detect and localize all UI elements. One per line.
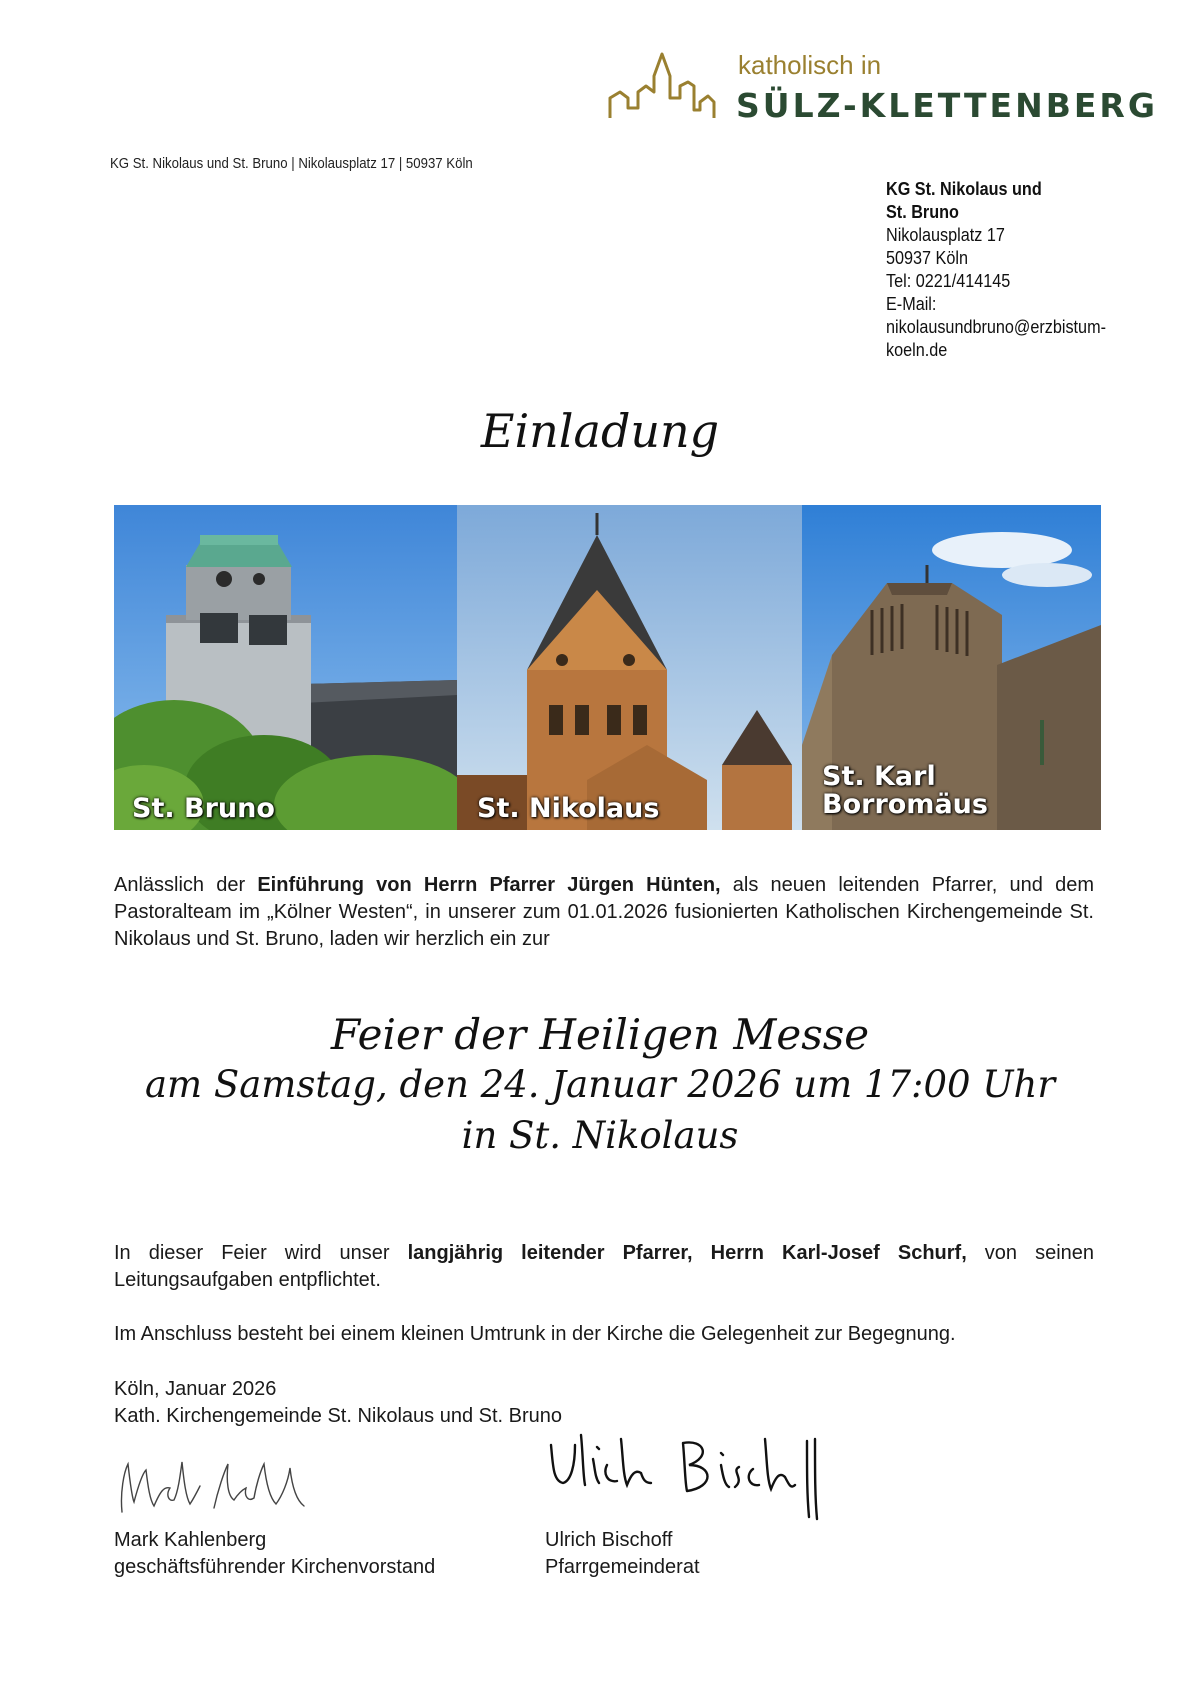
signatory-2-role: Pfarrgemeinderat xyxy=(545,1556,700,1578)
address-name-line2: St. Bruno xyxy=(886,202,959,222)
handwritten-signature-kahlenberg xyxy=(114,1442,314,1522)
church-photo-strip xyxy=(114,505,1101,830)
address-phone: Tel: 0221/414145 xyxy=(886,271,1011,291)
church-skyline-icon xyxy=(608,46,728,126)
dismissal-text-after: von seinen Leitungsaufgaben entpflichtet. xyxy=(114,1242,1095,1291)
logo-line-1: katholisch in xyxy=(738,50,882,80)
sender-return-address: KG St. Nikolaus und St. Bruno | Nikolausplatz 17 | 50937 Köln xyxy=(110,155,473,172)
photo-st-karl-borromaeus xyxy=(802,505,1101,830)
dismissal-text-bold: langjährig leitender Pfarrer, Herrn Karl-Josef Schurf, xyxy=(407,1242,967,1264)
signatory-1-role: geschäftsführender Kirchenvorstand xyxy=(114,1556,436,1578)
dismissal-paragraph xyxy=(114,1240,1094,1294)
address-name-line1: KG St. Nikolaus und xyxy=(886,179,1042,199)
intro-text-before: Anlässlich der xyxy=(114,874,258,896)
handwritten-signature-bischoff xyxy=(545,1425,825,1525)
st-nikolaus-church-image xyxy=(457,505,802,830)
photo-label-st-nikolaus: St. Nikolaus xyxy=(477,793,660,824)
address-street: Nikolausplatz 17 xyxy=(886,225,1005,245)
signatory-2-name: Ulrich Bischoff xyxy=(545,1529,673,1551)
dismissal-text-before: In dieser Feier wird unser xyxy=(114,1242,408,1264)
signature-bischoff xyxy=(545,1425,825,1525)
photo-label-st-bruno: St. Bruno xyxy=(132,793,275,824)
signatory-1-name: Mark Kahlenberg xyxy=(114,1529,267,1551)
closing-place-date: Köln, Januar 2026 xyxy=(114,1378,277,1400)
address-email-line2: koeln.de xyxy=(886,340,948,360)
intro-paragraph xyxy=(114,872,1094,953)
page-title: Einladung xyxy=(480,404,720,458)
intro-text-bold: Einführung von Herrn Pfarrer Jürgen Hünten, xyxy=(257,874,721,896)
event-location: in St. Nikolaus xyxy=(461,1114,739,1157)
address-email-line1: nikolausundbruno@erzbistum- xyxy=(886,317,1106,337)
address-city: 50937 Köln xyxy=(886,248,968,268)
logo-line-2: SÜLZ-KLETTENBERG xyxy=(736,86,1158,125)
address-block xyxy=(886,178,1106,362)
st-bruno-church-image xyxy=(114,505,457,830)
photo-st-bruno xyxy=(114,505,457,830)
intro-text-after: als neuen leitenden Pfarrer, und dem Pastoralteam im „Kölner Westen“, in unserer zum 01.01.2026 fusionierten Katholischen Kirchengemeinde St. Nikolaus und St. Bruno, laden wir herzlich ein zur xyxy=(114,874,1094,950)
closing-organization: Kath. Kirchengemeinde St. Nikolaus und St. Bruno xyxy=(114,1405,563,1427)
signature-kahlenberg xyxy=(114,1442,314,1522)
event-title: Feier der Heiligen Messe xyxy=(330,1010,870,1059)
event-date-time: am Samstag, den 24. Januar 2026 um 17:00 Uhr xyxy=(144,1063,1056,1106)
address-email-label: E-Mail: xyxy=(886,294,937,314)
parish-logo xyxy=(608,46,1158,126)
photo-label-st-karl-borromaeus: St. Karl Borromäus xyxy=(822,761,988,820)
reception-paragraph: Im Anschluss besteht bei einem kleinen Umtrunk in der Kirche die Gelegenheit zur Begegnung. xyxy=(114,1323,956,1345)
photo-st-nikolaus xyxy=(457,505,802,830)
